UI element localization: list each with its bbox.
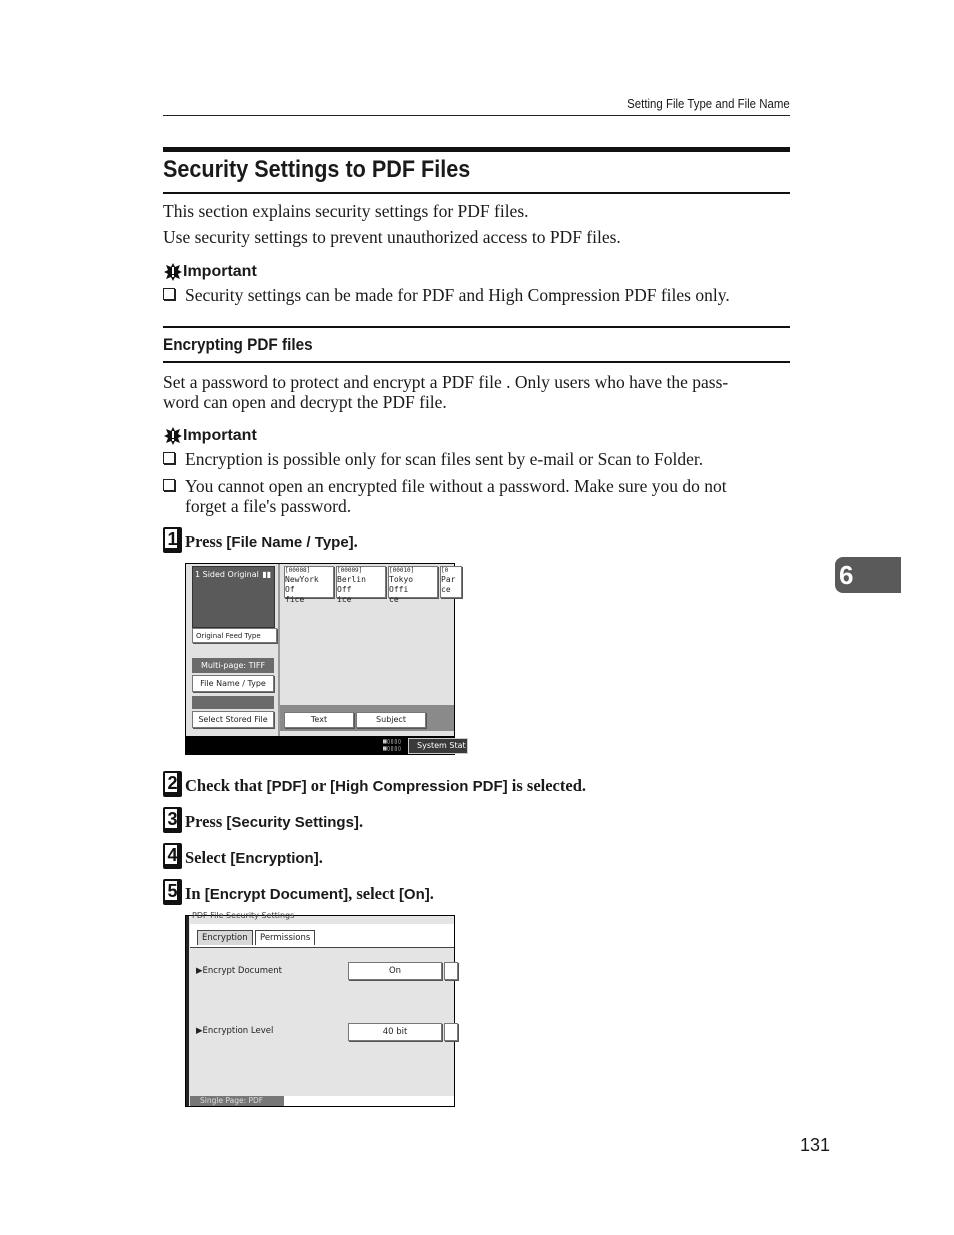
checkbox-icon: [163, 288, 175, 300]
important-item-3: You cannot open an encrypted file without a password. Make sure you do not: [163, 476, 727, 496]
encryption-level-next-button[interactable]: [444, 1023, 458, 1041]
arrow-right-icon: ▶: [196, 1026, 203, 1036]
screenshot-scan-screen: [185, 563, 466, 755]
encrypt-document-next-button[interactable]: [444, 962, 458, 980]
important-item-2: Encryption is possible only for scan files sent by e-mail or Scan to Folder.: [163, 449, 703, 469]
encrypt-document-label: ▶Encrypt Document: [196, 966, 282, 976]
tab-encryption[interactable]: Encryption: [197, 930, 253, 945]
important-item-3-cont: forget a file's password.: [185, 496, 352, 516]
step-number: 2: [163, 771, 182, 797]
chapter-tab: 6: [835, 557, 901, 593]
section-title: Security Settings to PDF Files: [163, 156, 471, 183]
destination-button[interactable]: [0 Par ce: [440, 566, 462, 598]
subsection-bottom-rule: [163, 361, 790, 363]
destination-button[interactable]: [00009] Berlin Off ice: [336, 566, 386, 598]
file-name-type-button[interactable]: File Name / Type: [192, 675, 274, 692]
important-heading-2: Important: [163, 426, 257, 446]
step-2-text: Check that [PDF] or [High Compression PDF] is selected.: [185, 776, 586, 795]
step-5-text: In [Encrypt Document], select [On].: [185, 884, 434, 903]
indicator-icons: ▦▯▯▯▯ ▦▯▯▯▯: [383, 738, 402, 752]
step-1-text: Press [File Name / Type].: [185, 532, 358, 551]
section-top-rule: [163, 147, 790, 152]
original-feed-type-button[interactable]: Original Feed Type: [192, 628, 277, 643]
original-preview: 1 Sided Original ▮▮: [192, 566, 275, 628]
subsection-para-line-2: word can open and decrypt the PDF file.: [163, 392, 447, 412]
original-icon: ▮▮: [262, 570, 271, 579]
section-bottom-rule: [163, 192, 790, 194]
screen-title: PDF File Security Settings: [192, 911, 295, 920]
subsection-top-rule: [163, 326, 790, 328]
important-heading-1: Important: [163, 262, 257, 282]
checkbox-icon: [163, 479, 175, 491]
step-number: 3: [163, 807, 182, 833]
tab-underline: [190, 947, 454, 948]
subsection-title: Encrypting PDF files: [163, 335, 313, 354]
encryption-level-button[interactable]: 40 bit: [348, 1023, 442, 1041]
step-number: 5: [163, 879, 182, 905]
step-3-text: Press [Security Settings].: [185, 812, 364, 831]
tab-permissions[interactable]: Permissions: [255, 930, 315, 945]
system-status-button[interactable]: System Stat: [408, 738, 468, 754]
intro-line-2: Use security settings to prevent unauthorized access to PDF files.: [163, 227, 621, 247]
important-icon: [163, 262, 183, 282]
screenshot-security-settings: [185, 911, 455, 1107]
header-rule: [163, 115, 790, 116]
destination-button[interactable]: [00010] Tokyo Offi ce: [388, 566, 438, 598]
destination-button[interactable]: [00008] NewYork Of fice: [284, 566, 334, 598]
intro-line-1: This section explains security settings for PDF files.: [163, 201, 529, 221]
important-item-1: Security settings can be made for PDF and High Compression PDF files only.: [163, 285, 730, 305]
running-header: Setting File Type and File Name: [627, 96, 790, 111]
screen-left-edge: [186, 916, 189, 1106]
footer-label: Single Page: PDF: [190, 1096, 284, 1106]
text-button[interactable]: Text: [284, 712, 354, 728]
select-stored-file-button[interactable]: Select Stored File: [192, 711, 274, 728]
page-number: 131: [800, 1135, 831, 1155]
multipage-label: Multi-page: TIFF: [192, 658, 274, 673]
checkbox-icon: [163, 452, 175, 464]
step-number: 4: [163, 843, 182, 869]
subsection-para-line-1: Set a password to protect and encrypt a PDF file . Only users who have the pass-: [163, 372, 729, 392]
important-icon: [163, 426, 183, 446]
stored-file-bar: [192, 696, 274, 709]
subject-button[interactable]: Subject: [356, 712, 426, 728]
step-4-text: Select [Encryption].: [185, 848, 323, 867]
encryption-level-label: ▶Encryption Level: [196, 1026, 274, 1036]
encrypt-document-on-button[interactable]: On: [348, 962, 442, 980]
step-number: 1: [163, 527, 182, 553]
arrow-right-icon: ▶: [196, 966, 203, 976]
